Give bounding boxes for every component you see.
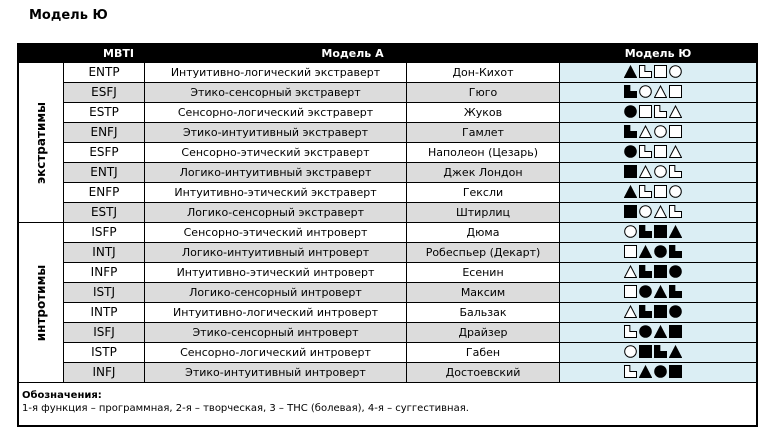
mbti-cell: INFP xyxy=(64,263,145,283)
sq-icon xyxy=(624,245,637,258)
L-icon xyxy=(654,105,667,118)
name-cell: Робеспьер (Декарт) xyxy=(407,243,560,263)
function-glyphs xyxy=(624,305,684,323)
L-icon xyxy=(654,345,667,358)
L-icon xyxy=(639,65,652,78)
description-cell: Интуитивно-этический экстраверт xyxy=(145,183,407,203)
description-cell: Этико-интуитивный интроверт xyxy=(145,363,407,383)
header-model-yu: Модель Ю xyxy=(624,47,692,60)
tri-icon xyxy=(624,265,637,278)
model-yu-cell xyxy=(560,323,756,343)
tri-icon xyxy=(654,285,667,298)
sq-icon xyxy=(669,365,682,378)
tri-icon xyxy=(639,365,652,378)
tri-icon xyxy=(669,345,682,358)
legend-title: Обозначения: xyxy=(22,390,102,401)
description-cell: Логико-сенсорный интроверт xyxy=(145,283,407,303)
function-glyphs xyxy=(624,185,684,203)
model-yu-cell xyxy=(560,163,756,183)
L-icon xyxy=(669,285,682,298)
tri-icon xyxy=(654,325,667,338)
description-cell: Этико-сенсорный интроверт xyxy=(145,323,407,343)
function-glyphs xyxy=(624,365,684,383)
circ-icon xyxy=(654,245,667,258)
name-cell: Джек Лондон xyxy=(407,163,560,183)
L-icon xyxy=(624,325,637,338)
sq-icon xyxy=(639,105,652,118)
typology-table xyxy=(17,43,758,427)
name-cell: Достоевский xyxy=(407,363,560,383)
description-cell: Логико-интуитивный интроверт xyxy=(145,243,407,263)
sq-icon xyxy=(624,165,637,178)
sq-icon xyxy=(669,85,682,98)
header-model-a: Модель А xyxy=(321,47,384,60)
tri-icon xyxy=(624,185,637,198)
mbti-cell: INTJ xyxy=(64,243,145,263)
sq-icon xyxy=(669,125,682,138)
description-cell: Сенсорно-этический экстраверт xyxy=(145,143,407,163)
circ-icon xyxy=(669,65,682,78)
description-cell: Логико-интуитивный экстраверт xyxy=(145,163,407,183)
mbti-cell: ISFJ xyxy=(64,323,145,343)
model-yu-cell xyxy=(560,283,756,303)
description-cell: Логико-сенсорный экстраверт xyxy=(145,203,407,223)
function-glyphs xyxy=(624,345,684,363)
mbti-cell: ESFJ xyxy=(64,83,145,103)
description-cell: Сенсорно-логический экстраверт xyxy=(145,103,407,123)
circ-icon xyxy=(639,85,652,98)
mbti-cell: ENTJ xyxy=(64,163,145,183)
tri-icon xyxy=(669,105,682,118)
function-glyphs xyxy=(624,225,684,243)
table-header xyxy=(19,45,756,63)
function-glyphs xyxy=(624,105,684,123)
circ-icon xyxy=(669,305,682,318)
sq-icon xyxy=(654,225,667,238)
circ-icon xyxy=(669,265,682,278)
mbti-cell: ISTJ xyxy=(64,283,145,303)
function-glyphs xyxy=(624,165,684,183)
description-cell: Сенсорно-этический интроверт xyxy=(145,223,407,243)
model-yu-cell xyxy=(560,123,756,143)
L-icon xyxy=(624,365,637,378)
model-yu-cell xyxy=(560,343,756,363)
model-yu-cell xyxy=(560,363,756,383)
name-cell: Гюго xyxy=(407,83,560,103)
function-glyphs xyxy=(624,325,684,343)
tri-icon xyxy=(624,65,637,78)
name-cell: Жуков xyxy=(407,103,560,123)
page-title: Модель Ю xyxy=(29,8,108,23)
model-yu-cell xyxy=(560,143,756,163)
group-label: интротимы xyxy=(34,264,48,341)
tri-icon xyxy=(639,125,652,138)
name-cell: Штирлиц xyxy=(407,203,560,223)
function-glyphs xyxy=(624,65,684,83)
mbti-cell: ISTP xyxy=(64,343,145,363)
model-yu-cell xyxy=(560,183,756,203)
description-cell: Интуитивно-этический интроверт xyxy=(145,263,407,283)
name-cell: Дон-Кихот xyxy=(407,63,560,83)
function-glyphs xyxy=(624,245,684,263)
description-cell: Сенсорно-логический интроверт xyxy=(145,343,407,363)
circ-icon xyxy=(639,205,652,218)
L-icon xyxy=(639,265,652,278)
mbti-cell: ENTP xyxy=(64,63,145,83)
legend-text: 1-я функция – программная, 2-я – творческая, 3 – ТНС (болевая), 4-я – суггестивная. xyxy=(22,403,469,414)
circ-icon xyxy=(624,345,637,358)
circ-icon xyxy=(669,185,682,198)
tri-icon xyxy=(654,85,667,98)
legend xyxy=(22,389,469,415)
sq-icon xyxy=(654,265,667,278)
tri-icon xyxy=(639,245,652,258)
name-cell: Драйзер xyxy=(407,323,560,343)
mbti-cell: INFJ xyxy=(64,363,145,383)
group-1 xyxy=(19,223,64,383)
name-cell: Максим xyxy=(407,283,560,303)
name-cell: Габен xyxy=(407,343,560,363)
circ-icon xyxy=(624,225,637,238)
header-mbti: MBTI xyxy=(103,47,134,60)
circ-icon xyxy=(654,125,667,138)
description-cell: Интуитивно-логический экстраверт xyxy=(145,63,407,83)
name-cell: Гексли xyxy=(407,183,560,203)
circ-icon xyxy=(654,165,667,178)
model-yu-cell xyxy=(560,223,756,243)
model-yu-cell xyxy=(560,303,756,323)
description-cell: Интуитивно-логический интроверт xyxy=(145,303,407,323)
L-icon xyxy=(624,125,637,138)
model-yu-cell xyxy=(560,243,756,263)
function-glyphs xyxy=(624,285,684,303)
circ-icon xyxy=(624,145,637,158)
model-yu-cell xyxy=(560,203,756,223)
mbti-cell: ESTP xyxy=(64,103,145,123)
model-yu-cell xyxy=(560,83,756,103)
function-glyphs xyxy=(624,265,684,283)
sq-icon xyxy=(654,305,667,318)
function-glyphs xyxy=(624,125,684,143)
sq-icon xyxy=(654,185,667,198)
L-icon xyxy=(639,145,652,158)
sq-icon xyxy=(624,205,637,218)
mbti-cell: INTP xyxy=(64,303,145,323)
sq-icon xyxy=(654,145,667,158)
sq-icon xyxy=(654,65,667,78)
function-glyphs xyxy=(624,145,684,163)
L-icon xyxy=(669,245,682,258)
name-cell: Есенин xyxy=(407,263,560,283)
L-icon xyxy=(639,185,652,198)
name-cell: Наполеон (Цезарь) xyxy=(407,143,560,163)
circ-icon xyxy=(624,105,637,118)
circ-icon xyxy=(639,285,652,298)
mbti-cell: ESTJ xyxy=(64,203,145,223)
sq-icon xyxy=(624,285,637,298)
sq-icon xyxy=(639,345,652,358)
model-yu-cell xyxy=(560,63,756,83)
circ-icon xyxy=(654,365,667,378)
name-cell: Бальзак xyxy=(407,303,560,323)
tri-icon xyxy=(654,205,667,218)
tri-icon xyxy=(639,165,652,178)
name-cell: Гамлет xyxy=(407,123,560,143)
function-glyphs xyxy=(624,205,684,223)
model-yu-cell xyxy=(560,263,756,283)
model-yu-cell xyxy=(560,103,756,123)
mbti-cell: ISFP xyxy=(64,223,145,243)
tri-icon xyxy=(624,305,637,318)
group-label: экстратимы xyxy=(34,101,48,184)
mbti-cell: ENFJ xyxy=(64,123,145,143)
L-icon xyxy=(669,205,682,218)
L-icon xyxy=(639,305,652,318)
circ-icon xyxy=(639,325,652,338)
L-icon xyxy=(624,85,637,98)
sq-icon xyxy=(669,325,682,338)
tri-icon xyxy=(669,145,682,158)
description-cell: Этико-интуитивный экстраверт xyxy=(145,123,407,143)
mbti-cell: ESFP xyxy=(64,143,145,163)
tri-icon xyxy=(669,225,682,238)
description-cell: Этико-сенсорный экстраверт xyxy=(145,83,407,103)
name-cell: Дюма xyxy=(407,223,560,243)
group-0 xyxy=(19,63,64,223)
function-glyphs xyxy=(624,85,684,103)
L-icon xyxy=(669,165,682,178)
L-icon xyxy=(639,225,652,238)
mbti-cell: ENFP xyxy=(64,183,145,203)
